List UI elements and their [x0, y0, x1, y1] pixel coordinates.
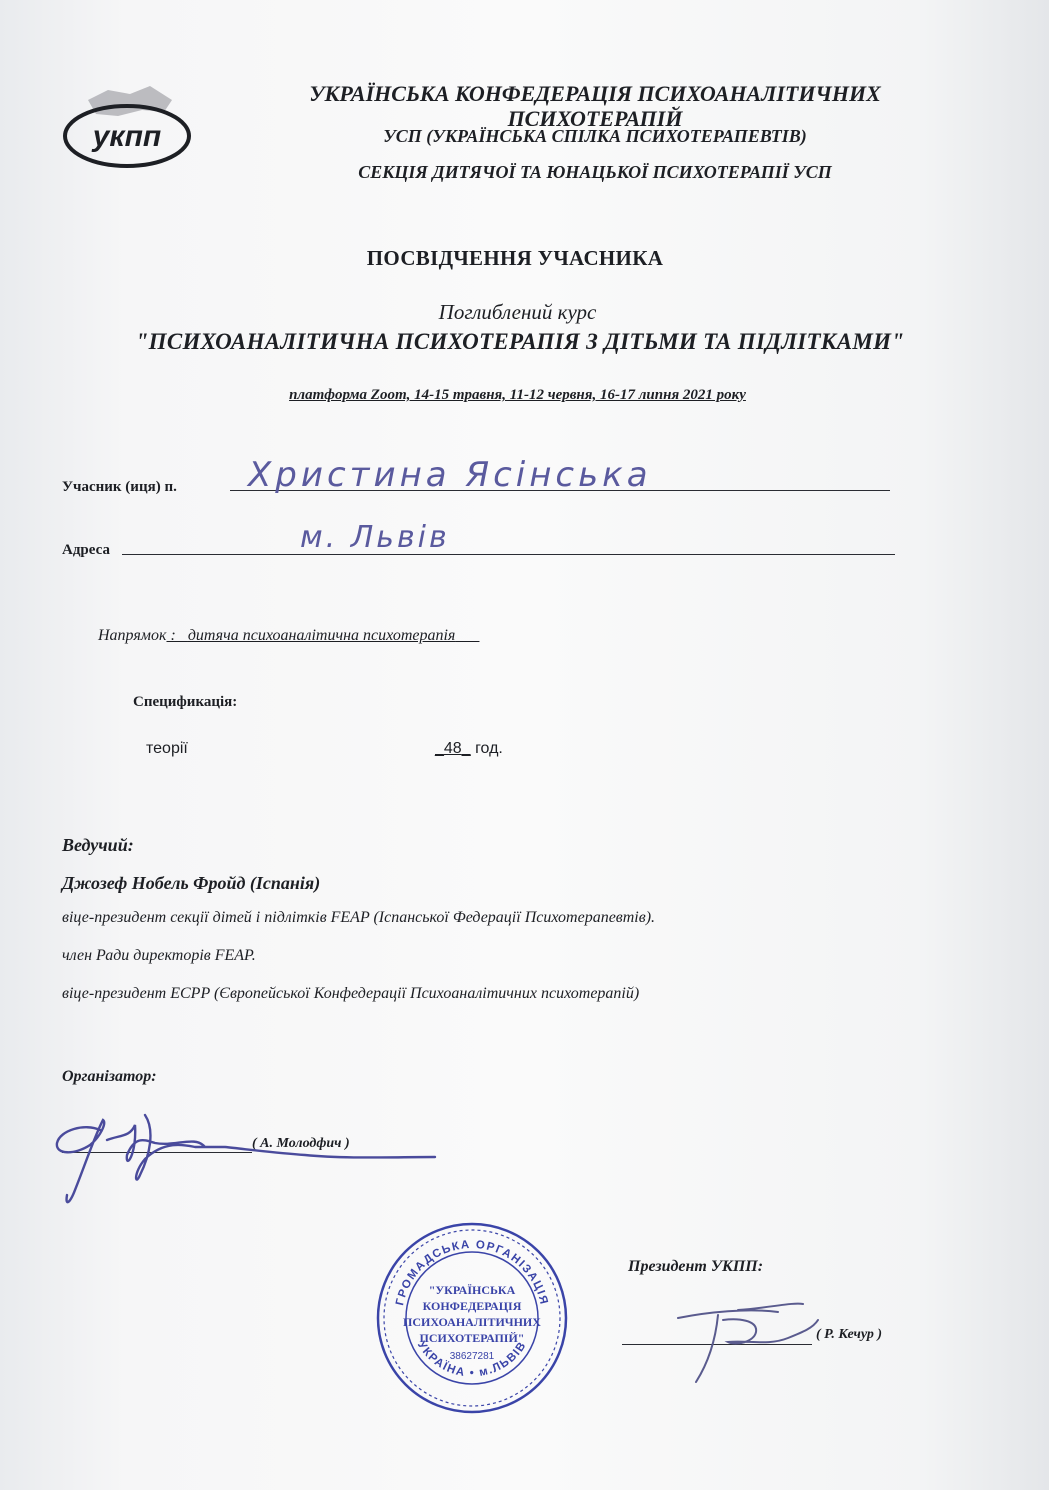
course-dates	[0, 387, 1035, 404]
address-line	[122, 552, 895, 555]
direction-label: Напрямок	[98, 627, 167, 644]
stamp-outer-bottom: УКРАЇНА • м.ЛЬВІВ	[414, 1339, 530, 1380]
spec-label: Спецификація:	[133, 694, 238, 710]
direction-row	[98, 627, 479, 645]
course-name: "ПСИХОАНАЛІТИЧНА ПСИХОТЕРАПІЯ З ДІТЬМИ ТА ПІДЛІТКАМИ"	[135, 329, 905, 354]
leader-label: Ведучий:	[62, 835, 134, 855]
course-type: Поглиблений курс	[438, 300, 597, 324]
president-signature-icon	[618, 1290, 848, 1390]
participant-name: Христина Ясінська	[248, 455, 652, 495]
stamp-outer-top: ГРОМАДСЬКА ОРГАНІЗАЦІЯ	[394, 1238, 550, 1307]
org-title-3: УСП (УКРАЇНСЬКА СПІЛКА ПСИХОТЕРАПЕВТІВ)	[383, 126, 807, 146]
stamp-line-3: ПСИХОАНАЛІТИЧНИХ	[403, 1315, 541, 1329]
direction-value: дитяча психоаналітична психотерапія	[187, 627, 456, 644]
ukpp-logo	[60, 78, 195, 178]
president-name: ( Р. Кечур )	[816, 1327, 883, 1342]
organization-stamp	[372, 1218, 572, 1418]
address-label: Адреса	[62, 542, 110, 558]
president-label: Президент УКПП:	[628, 1258, 764, 1275]
organizer-label: Організатор:	[62, 1068, 157, 1085]
stamp-code: 38627281	[449, 1351, 495, 1362]
spec-hours: _48_ год.	[435, 740, 503, 757]
stamp-line-4: ПСИХОТЕРАПІЙ"	[419, 1331, 525, 1345]
leader-role-3: віце-президент ECPP (Європейської Конфедерації Психоаналітичних психотерапій)	[62, 985, 640, 1002]
stamp-line-1: "УКРАЇНСЬКА	[428, 1283, 516, 1297]
organizer-name: ( А. Молодфич )	[252, 1136, 350, 1151]
organizer-signature-icon	[45, 1095, 465, 1220]
spec-unit: год.	[475, 740, 503, 757]
spec-theory-label: теорії	[146, 740, 188, 757]
stamp-line-2: КОНФЕДЕРАЦІЯ	[422, 1299, 522, 1313]
direction-value-wrap: : _дитяча психоаналітична психотерапія___	[166, 627, 480, 644]
participant-label: Учасник (иця) п.	[62, 479, 177, 495]
org-title-1: УКРАЇНСЬКА КОНФЕДЕРАЦІЯ ПСИХОАНАЛІТИЧНИХ	[309, 81, 881, 106]
leader-role-2: член Ради директорів FEAP.	[62, 947, 256, 964]
spec-hours-value: 48	[443, 740, 462, 757]
leader-role-1: віце-президент секції дітей і підлітків FEAP (Іспанської Федерації Психотерапевтів).	[62, 909, 656, 926]
address-value: м. Львів	[300, 520, 450, 555]
course-dates-text: платформа Zoom, 14-15 травня, 11-12 червня, 16-17 липня 2021 року	[289, 387, 746, 403]
document-title: ПОСВІДЧЕННЯ УЧАСНИКА	[366, 246, 664, 270]
org-title-2: ПСИХОТЕРАПІЙ	[507, 106, 683, 131]
leader-name: Джозеф Нобель Фройд (Іспанія)	[62, 873, 321, 893]
logo-text: укпп	[92, 120, 162, 153]
org-title-4: СЕКЦІЯ ДИТЯЧОЇ ТА ЮНАЦЬКОЇ ПСИХОТЕРАПІЇ УСП	[358, 162, 832, 182]
